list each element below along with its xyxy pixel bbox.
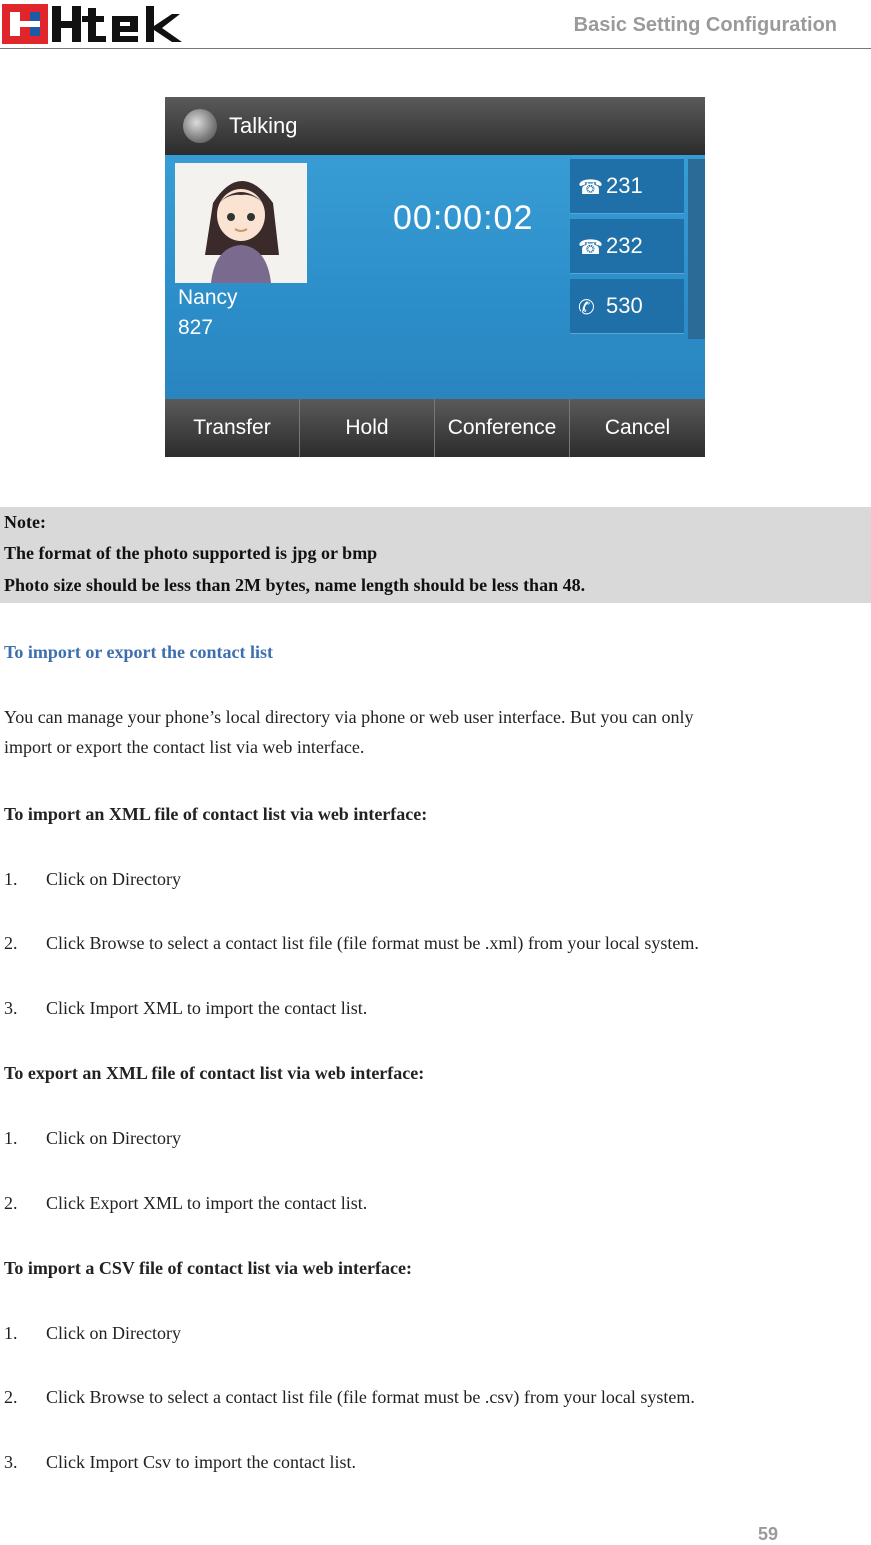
page-header (0, 0, 871, 50)
phone-handset-icon: ☎ (578, 175, 603, 199)
intro-line-1: You can manage your phone’s local directory via phone or web user interface. But you can only (4, 707, 694, 727)
line-keys (570, 159, 705, 339)
phone-handset-icon: ✆ (578, 295, 595, 319)
list-item: 2. Click Browse to select a contact list file (file format must be .xml) from your local system. (4, 933, 699, 953)
caller-name: Nancy (178, 286, 238, 309)
note-box (0, 507, 871, 603)
list-item: 1. Click on Directory (4, 1323, 181, 1343)
softkey-bar (165, 399, 705, 457)
list-item: 2. Click Export XML to import the contact list. (4, 1193, 368, 1213)
list-item: 2. Click Browse to select a contact list file (file format must be .csv) from your local system. (4, 1387, 695, 1407)
call-status: Talking (229, 113, 298, 138)
line-key-label: 530 (606, 293, 643, 318)
line-key-3[interactable] (570, 279, 684, 334)
page-number: 59 (758, 1524, 779, 1544)
phone-status-bar (165, 97, 705, 155)
softkey-hold[interactable]: Hold (300, 399, 435, 457)
phone-screen-figure (165, 97, 705, 457)
header-divider (0, 48, 871, 49)
list-item: 1. Click on Directory (4, 1128, 181, 1148)
list-item: 1. Click on Directory (4, 869, 181, 889)
call-timer: 00:00:02 (393, 199, 534, 237)
import-xml-title: To import an XML file of contact list via web interface: (4, 804, 428, 824)
softkey-transfer[interactable]: Transfer (165, 399, 300, 457)
intro-line-2: import or export the contact list via web interface. (4, 737, 365, 757)
softkey-conference[interactable]: Conference (435, 399, 570, 457)
phone-handset-icon: ☎ (578, 235, 603, 259)
section-title: To import or export the contact list (4, 642, 273, 662)
line-key-label: 232 (606, 233, 643, 258)
list-item: 3. Click Import XML to import the contact list. (4, 998, 368, 1018)
speaker-icon (183, 109, 217, 143)
caller-number: 827 (178, 316, 214, 339)
line-key-label: 231 (606, 173, 643, 198)
import-csv-title: To import a CSV file of contact list via web interface: (4, 1258, 412, 1278)
line-key-1[interactable] (570, 159, 684, 214)
contact-avatar (175, 163, 307, 283)
note-line-2: Photo size should be less than 2M bytes, name length should be less than 48. (4, 575, 586, 595)
softkey-cancel[interactable]: Cancel (604, 416, 671, 439)
line-key-scrollbar (688, 159, 705, 339)
list-item: 3. Click Import Csv to import the contact list. (4, 1452, 356, 1472)
note-line-1: The format of the photo supported is jpg or bmp (4, 543, 378, 563)
header-title: Basic Setting Configuration (573, 14, 837, 36)
line-key-2[interactable] (570, 219, 684, 274)
note-label: Note: (4, 512, 46, 532)
htek-logo (2, 4, 192, 44)
export-xml-title: To export an XML file of contact list via web interface: (4, 1063, 425, 1083)
